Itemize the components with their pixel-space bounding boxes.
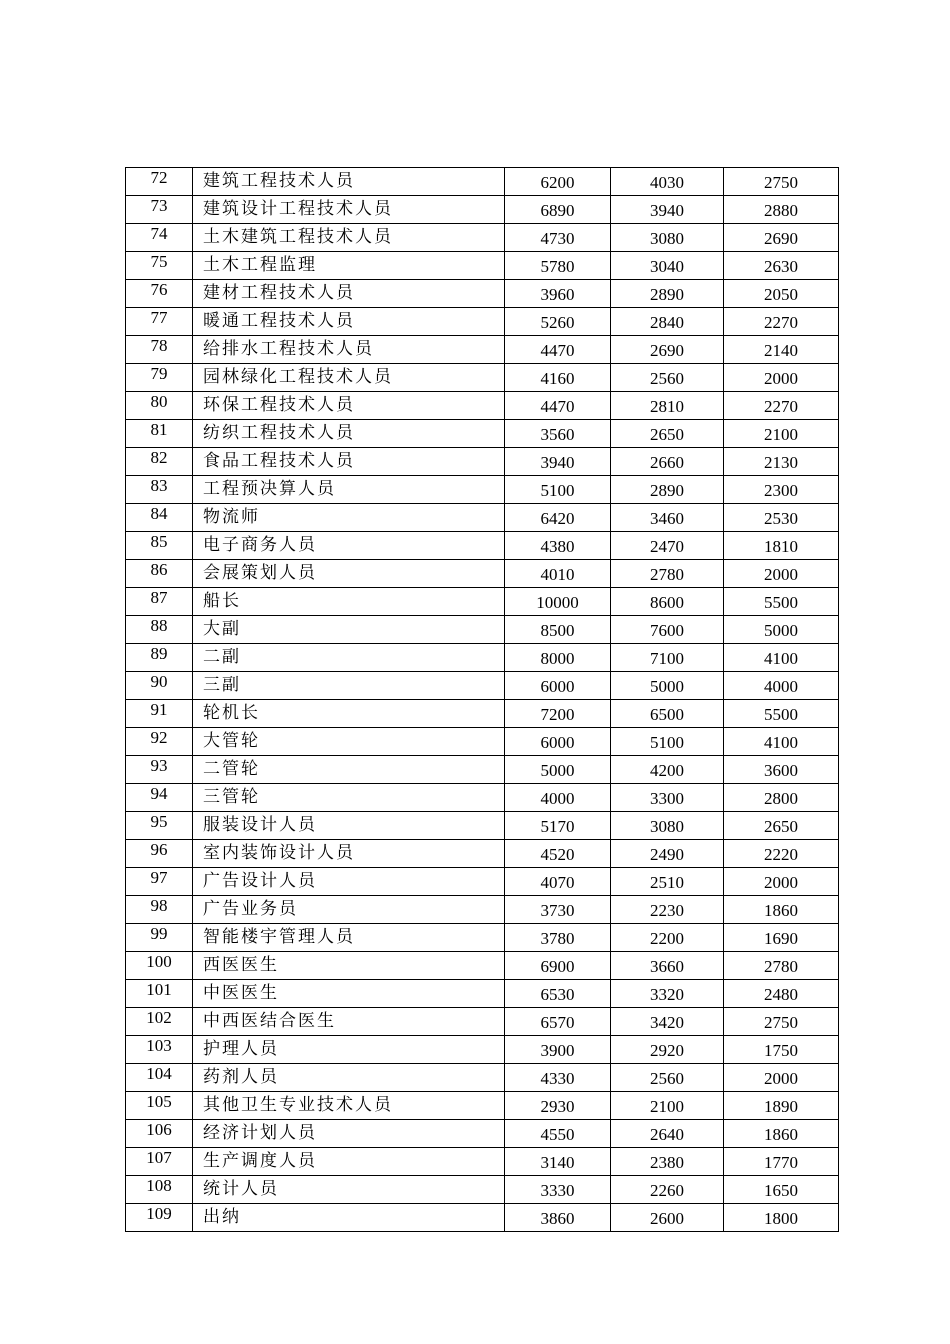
low-salary-cell: 2270 [724,392,839,420]
low-salary-cell: 5500 [724,588,839,616]
row-number-cell: 89 [126,644,193,672]
occupation-name-cell: 大管轮 [193,728,505,756]
table-row [126,896,839,924]
occupation-name-cell: 统计人员 [193,1176,505,1204]
high-salary-cell: 3330 [505,1176,611,1204]
occupation-name-cell: 纺织工程技术人员 [193,420,505,448]
occupation-name-cell: 室内装饰设计人员 [193,840,505,868]
high-salary-cell: 3780 [505,924,611,952]
mid-salary-cell: 2890 [611,280,724,308]
mid-salary-cell: 2100 [611,1092,724,1120]
row-number-cell: 90 [126,672,193,700]
mid-salary-cell: 4200 [611,756,724,784]
mid-salary-cell: 2380 [611,1148,724,1176]
mid-salary-cell: 2640 [611,1120,724,1148]
mid-salary-cell: 2560 [611,1064,724,1092]
row-number-cell: 76 [126,280,193,308]
low-salary-cell: 1690 [724,924,839,952]
mid-salary-cell: 2780 [611,560,724,588]
mid-salary-cell: 3320 [611,980,724,1008]
low-salary-cell: 1750 [724,1036,839,1064]
table-row [126,1036,839,1064]
mid-salary-cell: 8600 [611,588,724,616]
occupation-name-cell: 三副 [193,672,505,700]
high-salary-cell: 6530 [505,980,611,1008]
high-salary-cell: 3900 [505,1036,611,1064]
table-row [126,364,839,392]
low-salary-cell: 2220 [724,840,839,868]
low-salary-cell: 2480 [724,980,839,1008]
occupation-name-cell: 护理人员 [193,1036,505,1064]
table-row [126,504,839,532]
row-number-cell: 104 [126,1064,193,1092]
row-number-cell: 80 [126,392,193,420]
low-salary-cell: 1650 [724,1176,839,1204]
occupation-name-cell: 土木工程监理 [193,252,505,280]
occupation-name-cell: 建材工程技术人员 [193,280,505,308]
high-salary-cell: 6200 [505,168,611,196]
low-salary-cell: 2780 [724,952,839,980]
low-salary-cell: 2000 [724,1064,839,1092]
low-salary-cell: 1860 [724,1120,839,1148]
mid-salary-cell: 3460 [611,504,724,532]
row-number-cell: 83 [126,476,193,504]
mid-salary-cell: 2660 [611,448,724,476]
mid-salary-cell: 2840 [611,308,724,336]
occupation-name-cell: 食品工程技术人员 [193,448,505,476]
low-salary-cell: 1800 [724,1204,839,1232]
row-number-cell: 85 [126,532,193,560]
high-salary-cell: 7200 [505,700,611,728]
high-salary-cell: 6420 [505,504,611,532]
table-row [126,1148,839,1176]
occupation-name-cell: 大副 [193,616,505,644]
low-salary-cell: 2000 [724,364,839,392]
mid-salary-cell: 3940 [611,196,724,224]
low-salary-cell: 2630 [724,252,839,280]
high-salary-cell: 4070 [505,868,611,896]
occupation-name-cell: 轮机长 [193,700,505,728]
occupation-name-cell: 电子商务人员 [193,532,505,560]
mid-salary-cell: 7600 [611,616,724,644]
table-row [126,252,839,280]
row-number-cell: 95 [126,812,193,840]
high-salary-cell: 6890 [505,196,611,224]
high-salary-cell: 4330 [505,1064,611,1092]
mid-salary-cell: 2690 [611,336,724,364]
high-salary-cell: 3940 [505,448,611,476]
table-row [126,560,839,588]
occupation-name-cell: 二管轮 [193,756,505,784]
low-salary-cell: 2800 [724,784,839,812]
row-number-cell: 101 [126,980,193,1008]
table-row [126,224,839,252]
row-number-cell: 86 [126,560,193,588]
low-salary-cell: 2270 [724,308,839,336]
table-row [126,924,839,952]
occupation-name-cell: 服装设计人员 [193,812,505,840]
row-number-cell: 91 [126,700,193,728]
table-row [126,280,839,308]
row-number-cell: 77 [126,308,193,336]
low-salary-cell: 4100 [724,728,839,756]
row-number-cell: 106 [126,1120,193,1148]
high-salary-cell: 2930 [505,1092,611,1120]
table-row [126,476,839,504]
low-salary-cell: 1860 [724,896,839,924]
table-row [126,1176,839,1204]
low-salary-cell: 4100 [724,644,839,672]
table-row [126,952,839,980]
table-row [126,1064,839,1092]
low-salary-cell: 5500 [724,700,839,728]
row-number-cell: 82 [126,448,193,476]
high-salary-cell: 5000 [505,756,611,784]
mid-salary-cell: 2890 [611,476,724,504]
high-salary-cell: 4010 [505,560,611,588]
row-number-cell: 108 [126,1176,193,1204]
row-number-cell: 93 [126,756,193,784]
low-salary-cell: 2530 [724,504,839,532]
occupation-name-cell: 土木建筑工程技术人员 [193,224,505,252]
high-salary-cell: 3730 [505,896,611,924]
high-salary-cell: 4000 [505,784,611,812]
low-salary-cell: 2050 [724,280,839,308]
occupation-name-cell: 给排水工程技术人员 [193,336,505,364]
row-number-cell: 88 [126,616,193,644]
table-row [126,1008,839,1036]
table-row [126,728,839,756]
mid-salary-cell: 2230 [611,896,724,924]
row-number-cell: 94 [126,784,193,812]
low-salary-cell: 5000 [724,616,839,644]
table-row [126,448,839,476]
high-salary-cell: 5780 [505,252,611,280]
row-number-cell: 84 [126,504,193,532]
table-row [126,756,839,784]
mid-salary-cell: 2200 [611,924,724,952]
occupation-name-cell: 船长 [193,588,505,616]
table-row [126,616,839,644]
table-row [126,1120,839,1148]
table-row [126,168,839,196]
table-row [126,980,839,1008]
high-salary-cell: 6900 [505,952,611,980]
mid-salary-cell: 5000 [611,672,724,700]
high-salary-cell: 6570 [505,1008,611,1036]
mid-salary-cell: 7100 [611,644,724,672]
row-number-cell: 87 [126,588,193,616]
table-row [126,588,839,616]
row-number-cell: 74 [126,224,193,252]
mid-salary-cell: 5100 [611,728,724,756]
mid-salary-cell: 2510 [611,868,724,896]
mid-salary-cell: 3040 [611,252,724,280]
table-body [126,168,839,1232]
row-number-cell: 72 [126,168,193,196]
occupation-name-cell: 出纳 [193,1204,505,1232]
occupation-name-cell: 物流师 [193,504,505,532]
high-salary-cell: 4160 [505,364,611,392]
mid-salary-cell: 2600 [611,1204,724,1232]
low-salary-cell: 2750 [724,168,839,196]
high-salary-cell: 4730 [505,224,611,252]
mid-salary-cell: 2810 [611,392,724,420]
occupation-name-cell: 建筑设计工程技术人员 [193,196,505,224]
high-salary-cell: 3860 [505,1204,611,1232]
salary-table [125,167,839,1232]
occupation-name-cell: 智能楼宇管理人员 [193,924,505,952]
high-salary-cell: 4520 [505,840,611,868]
mid-salary-cell: 2470 [611,532,724,560]
table-row [126,336,839,364]
occupation-name-cell: 广告设计人员 [193,868,505,896]
occupation-name-cell: 工程预决算人员 [193,476,505,504]
table-row [126,644,839,672]
occupation-name-cell: 二副 [193,644,505,672]
table-row [126,1204,839,1232]
occupation-name-cell: 生产调度人员 [193,1148,505,1176]
table-row [126,308,839,336]
table-row [126,700,839,728]
table-row [126,392,839,420]
table-row [126,868,839,896]
occupation-name-cell: 经济计划人员 [193,1120,505,1148]
occupation-name-cell: 中西医结合医生 [193,1008,505,1036]
mid-salary-cell: 2920 [611,1036,724,1064]
low-salary-cell: 1770 [724,1148,839,1176]
low-salary-cell: 2880 [724,196,839,224]
low-salary-cell: 2100 [724,420,839,448]
low-salary-cell: 2650 [724,812,839,840]
high-salary-cell: 4550 [505,1120,611,1148]
low-salary-cell: 1890 [724,1092,839,1120]
low-salary-cell: 2140 [724,336,839,364]
occupation-name-cell: 其他卫生专业技术人员 [193,1092,505,1120]
occupation-name-cell: 中医医生 [193,980,505,1008]
table-row [126,1092,839,1120]
row-number-cell: 109 [126,1204,193,1232]
occupation-name-cell: 西医医生 [193,952,505,980]
row-number-cell: 96 [126,840,193,868]
low-salary-cell: 2300 [724,476,839,504]
high-salary-cell: 6000 [505,672,611,700]
occupation-name-cell: 暖通工程技术人员 [193,308,505,336]
row-number-cell: 103 [126,1036,193,1064]
high-salary-cell: 4380 [505,532,611,560]
low-salary-cell: 2130 [724,448,839,476]
mid-salary-cell: 3080 [611,812,724,840]
occupation-name-cell: 园林绿化工程技术人员 [193,364,505,392]
occupation-name-cell: 环保工程技术人员 [193,392,505,420]
row-number-cell: 98 [126,896,193,924]
mid-salary-cell: 3300 [611,784,724,812]
row-number-cell: 92 [126,728,193,756]
table-row [126,812,839,840]
row-number-cell: 102 [126,1008,193,1036]
low-salary-cell: 2690 [724,224,839,252]
occupation-name-cell: 建筑工程技术人员 [193,168,505,196]
mid-salary-cell: 2560 [611,364,724,392]
high-salary-cell: 4470 [505,392,611,420]
table-row [126,672,839,700]
mid-salary-cell: 3420 [611,1008,724,1036]
row-number-cell: 75 [126,252,193,280]
row-number-cell: 79 [126,364,193,392]
high-salary-cell: 5260 [505,308,611,336]
row-number-cell: 99 [126,924,193,952]
row-number-cell: 105 [126,1092,193,1120]
mid-salary-cell: 4030 [611,168,724,196]
mid-salary-cell: 6500 [611,700,724,728]
high-salary-cell: 3560 [505,420,611,448]
occupation-name-cell: 广告业务员 [193,896,505,924]
row-number-cell: 73 [126,196,193,224]
low-salary-cell: 3600 [724,756,839,784]
occupation-name-cell: 会展策划人员 [193,560,505,588]
mid-salary-cell: 3080 [611,224,724,252]
low-salary-cell: 2000 [724,868,839,896]
high-salary-cell: 3140 [505,1148,611,1176]
low-salary-cell: 4000 [724,672,839,700]
table-row [126,420,839,448]
table-row [126,784,839,812]
high-salary-cell: 8000 [505,644,611,672]
mid-salary-cell: 3660 [611,952,724,980]
occupation-name-cell: 药剂人员 [193,1064,505,1092]
table-row [126,196,839,224]
mid-salary-cell: 2650 [611,420,724,448]
high-salary-cell: 5100 [505,476,611,504]
high-salary-cell: 4470 [505,336,611,364]
mid-salary-cell: 2260 [611,1176,724,1204]
high-salary-cell: 3960 [505,280,611,308]
occupation-name-cell: 三管轮 [193,784,505,812]
low-salary-cell: 1810 [724,532,839,560]
row-number-cell: 81 [126,420,193,448]
row-number-cell: 97 [126,868,193,896]
table-row [126,532,839,560]
high-salary-cell: 5170 [505,812,611,840]
low-salary-cell: 2750 [724,1008,839,1036]
row-number-cell: 78 [126,336,193,364]
high-salary-cell: 8500 [505,616,611,644]
high-salary-cell: 10000 [505,588,611,616]
mid-salary-cell: 2490 [611,840,724,868]
table-row [126,840,839,868]
row-number-cell: 100 [126,952,193,980]
high-salary-cell: 6000 [505,728,611,756]
row-number-cell: 107 [126,1148,193,1176]
low-salary-cell: 2000 [724,560,839,588]
